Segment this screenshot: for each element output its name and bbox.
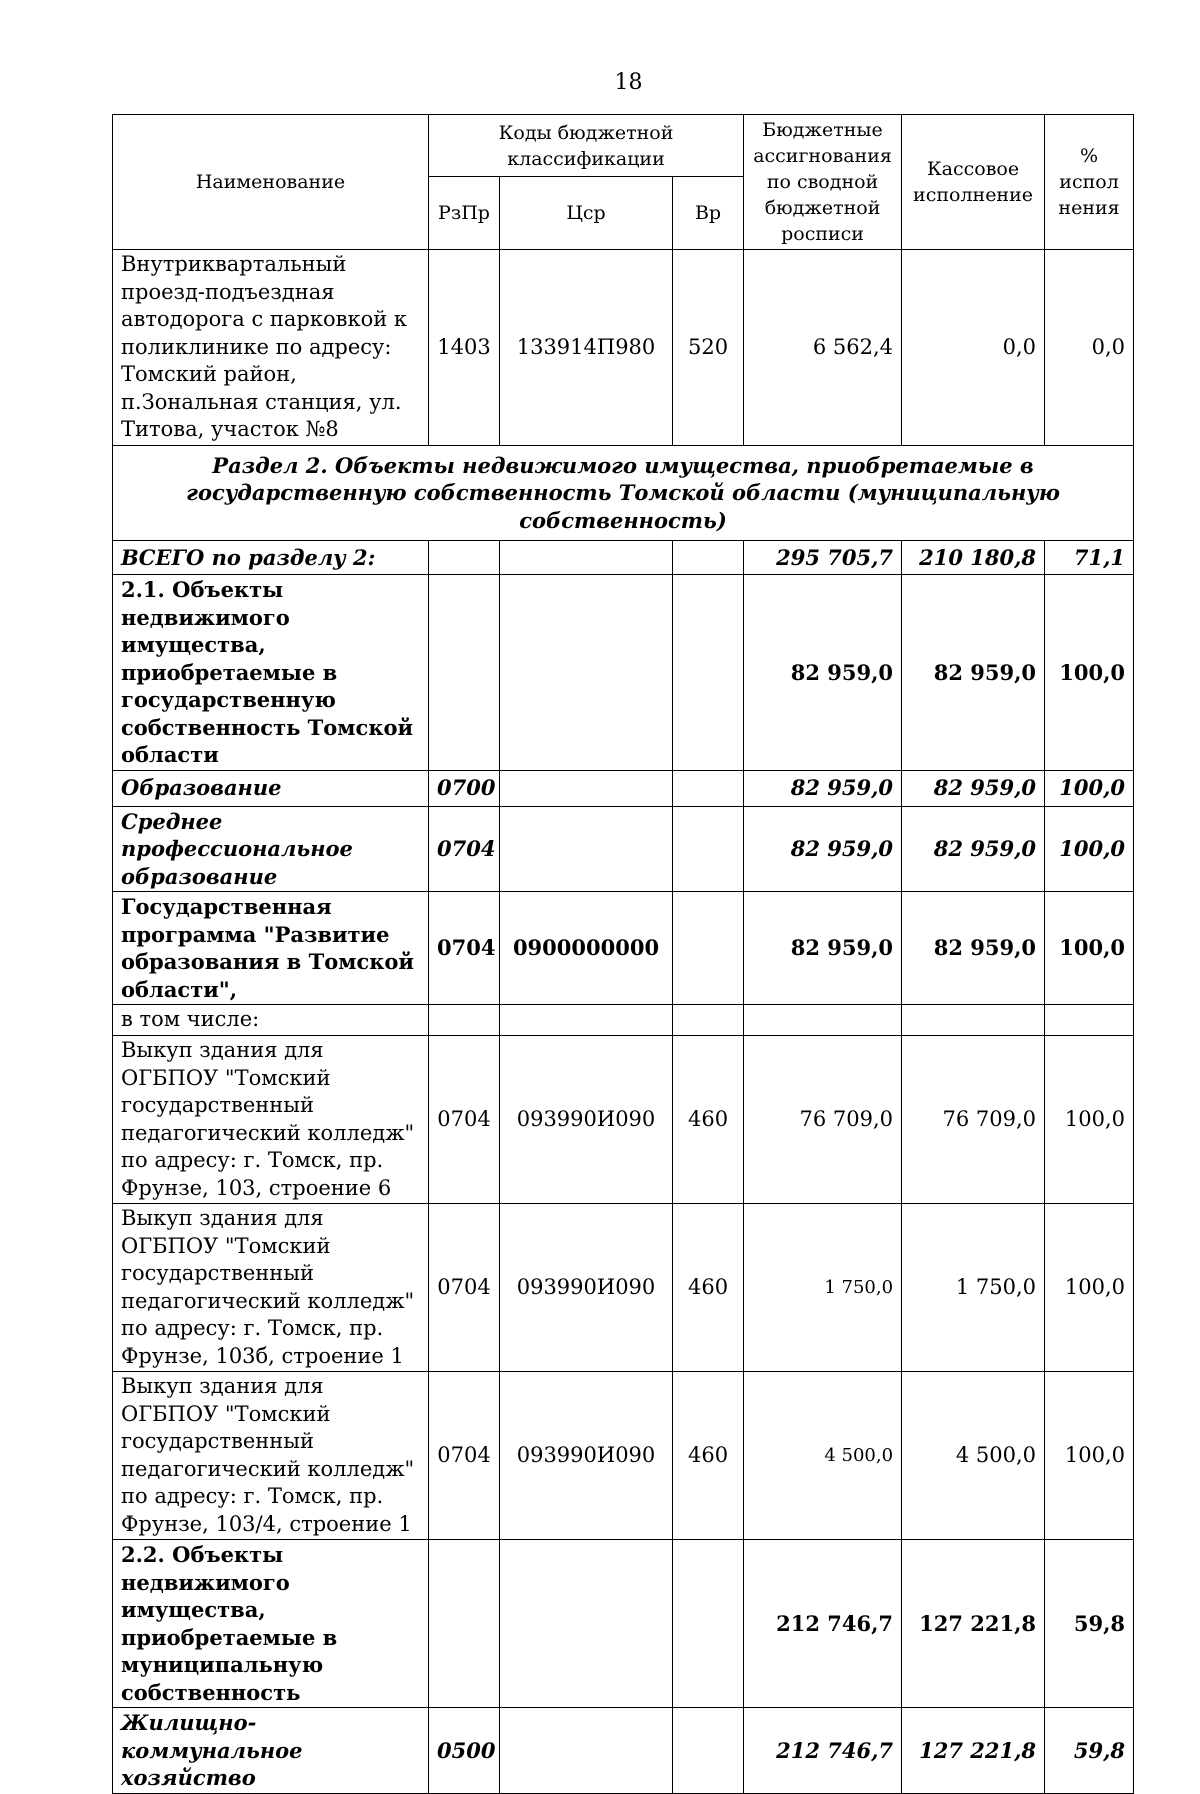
row-percent: 100,0 [1045,770,1134,806]
row-csr [500,575,673,771]
row-vr: 460 [673,1036,744,1204]
row-name: в том числе: [113,1005,429,1036]
header-appropriations: Бюджетные ассигнования по сводной бюджетной росписи [744,115,902,250]
row-percent: 100,0 [1045,892,1134,1005]
row-rzpr: 0704 [429,1204,500,1372]
row-name: Образование [113,770,429,806]
section-2-title: Раздел 2. Объекты недвижимого имущества, приобретаемые в государственную собственность Томской области (муниципальную собственность) [113,445,1134,541]
table-row [113,250,1134,446]
row-rzpr: 0704 [429,1036,500,1204]
row-name: ВСЕГО по разделу 2: [113,541,429,575]
row-csr [500,1005,673,1036]
row-rzpr: 0704 [429,1372,500,1540]
table-row [113,770,1134,806]
row-vr: 460 [673,1204,744,1372]
table-row [113,1540,1134,1708]
row-cash: 127 221,8 [902,1540,1045,1708]
row-percent: 100,0 [1045,806,1134,892]
row-cash: 82 959,0 [902,892,1045,1005]
row-name: Выкуп здания для ОГБПОУ "Томский государственный педагогический колледж" по адресу: г. Томск, пр. Фрунзе, 103, строение 6 [113,1036,429,1204]
row-vr [673,1708,744,1794]
row-name: Среднее профессиональное образование [113,806,429,892]
row-rzpr [429,1005,500,1036]
row-rzpr: 1403 [429,250,500,446]
row-percent: 0,0 [1045,250,1134,446]
row-percent [1045,1005,1134,1036]
row-csr [500,806,673,892]
row-csr: 093990И090 [500,1036,673,1204]
table-row [113,1204,1134,1372]
table-row [113,1005,1134,1036]
row-vr [673,892,744,1005]
row-name: Выкуп здания для ОГБПОУ "Томский государственный педагогический колледж" по адресу: г. Томск, пр. Фрунзе, 103б, строение 1 [113,1204,429,1372]
header-vr: Вр [673,177,744,250]
row-appropriations: 6 562,4 [744,250,902,446]
table-row [113,575,1134,771]
row-csr [500,770,673,806]
row-rzpr [429,541,500,575]
row-appropriations: 76 709,0 [744,1036,902,1204]
row-percent: 100,0 [1045,1372,1134,1540]
row-percent: 59,8 [1045,1708,1134,1794]
row-percent: 100,0 [1045,575,1134,771]
row-rzpr [429,575,500,771]
row-vr [673,806,744,892]
row-name: Жилищно-коммунальное хозяйство [113,1708,429,1794]
row-cash: 4 500,0 [902,1372,1045,1540]
header-percent: % испол нения [1045,115,1134,250]
row-name: Государственная программа "Развитие образования в Томской области", [113,892,429,1005]
row-cash: 82 959,0 [902,770,1045,806]
row-appropriations: 212 746,7 [744,1540,902,1708]
row-name: 2.2. Объекты недвижимого имущества, приобретаемые в муниципальную собственность [113,1540,429,1708]
row-vr [673,1005,744,1036]
row-vr: 460 [673,1372,744,1540]
row-csr: 133914П980 [500,250,673,446]
table-row [113,892,1134,1005]
row-rzpr: 0700 [429,770,500,806]
header-rzpr: РзПр [429,177,500,250]
row-vr [673,770,744,806]
table-row [113,1036,1134,1204]
budget-table [112,114,1134,1794]
row-csr [500,1708,673,1794]
row-cash [902,1005,1045,1036]
row-cash: 127 221,8 [902,1708,1045,1794]
row-percent: 100,0 [1045,1036,1134,1204]
row-vr [673,541,744,575]
row-csr: 093990И090 [500,1372,673,1540]
header-row-1 [113,115,1134,177]
header-name: Наименование [113,115,429,250]
row-cash: 82 959,0 [902,806,1045,892]
row-rzpr: 0500 [429,1708,500,1794]
row-percent: 100,0 [1045,1204,1134,1372]
page-number: 18 [614,70,643,95]
row-appropriations [744,1005,902,1036]
row-name: Выкуп здания для ОГБПОУ "Томский государственный педагогический колледж" по адресу: г. Томск, пр. Фрунзе, 103/4, строение 1 [113,1372,429,1540]
row-appropriations: 82 959,0 [744,806,902,892]
header-csr: Цср [500,177,673,250]
row-cash: 76 709,0 [902,1036,1045,1204]
row-percent: 71,1 [1045,541,1134,575]
section-heading-row [113,445,1134,541]
row-appropriations: 82 959,0 [744,770,902,806]
row-rzpr: 0704 [429,806,500,892]
row-cash: 82 959,0 [902,575,1045,771]
header-cash-execution: Кассовое исполнение [902,115,1045,250]
row-vr [673,1540,744,1708]
table-row [113,1372,1134,1540]
row-cash: 210 180,8 [902,541,1045,575]
row-appropriations: 82 959,0 [744,575,902,771]
row-appropriations: 212 746,7 [744,1708,902,1794]
row-csr [500,541,673,575]
row-percent: 59,8 [1045,1540,1134,1708]
row-appropriations: 295 705,7 [744,541,902,575]
row-vr: 520 [673,250,744,446]
row-csr: 093990И090 [500,1204,673,1372]
row-name: 2.1. Объекты недвижимого имущества, приобретаемые в государственную собственность Томской области [113,575,429,771]
row-appropriations: 4 500,0 [744,1372,902,1540]
header-codes-group: Коды бюджетной классификации [429,115,744,177]
row-cash: 0,0 [902,250,1045,446]
row-csr [500,1540,673,1708]
row-rzpr: 0704 [429,892,500,1005]
row-cash: 1 750,0 [902,1204,1045,1372]
row-rzpr [429,1540,500,1708]
row-appropriations: 82 959,0 [744,892,902,1005]
table-row [113,1708,1134,1794]
row-csr: 0900000000 [500,892,673,1005]
row-name: Внутриквартальный проезд-подъездная автодорога с парковкой к поликлинике по адресу: Томский район, п.Зональная станция, ул. Титова, участок №8 [113,250,429,446]
table-row [113,806,1134,892]
total-row [113,541,1134,575]
row-vr [673,575,744,771]
row-appropriations: 1 750,0 [744,1204,902,1372]
